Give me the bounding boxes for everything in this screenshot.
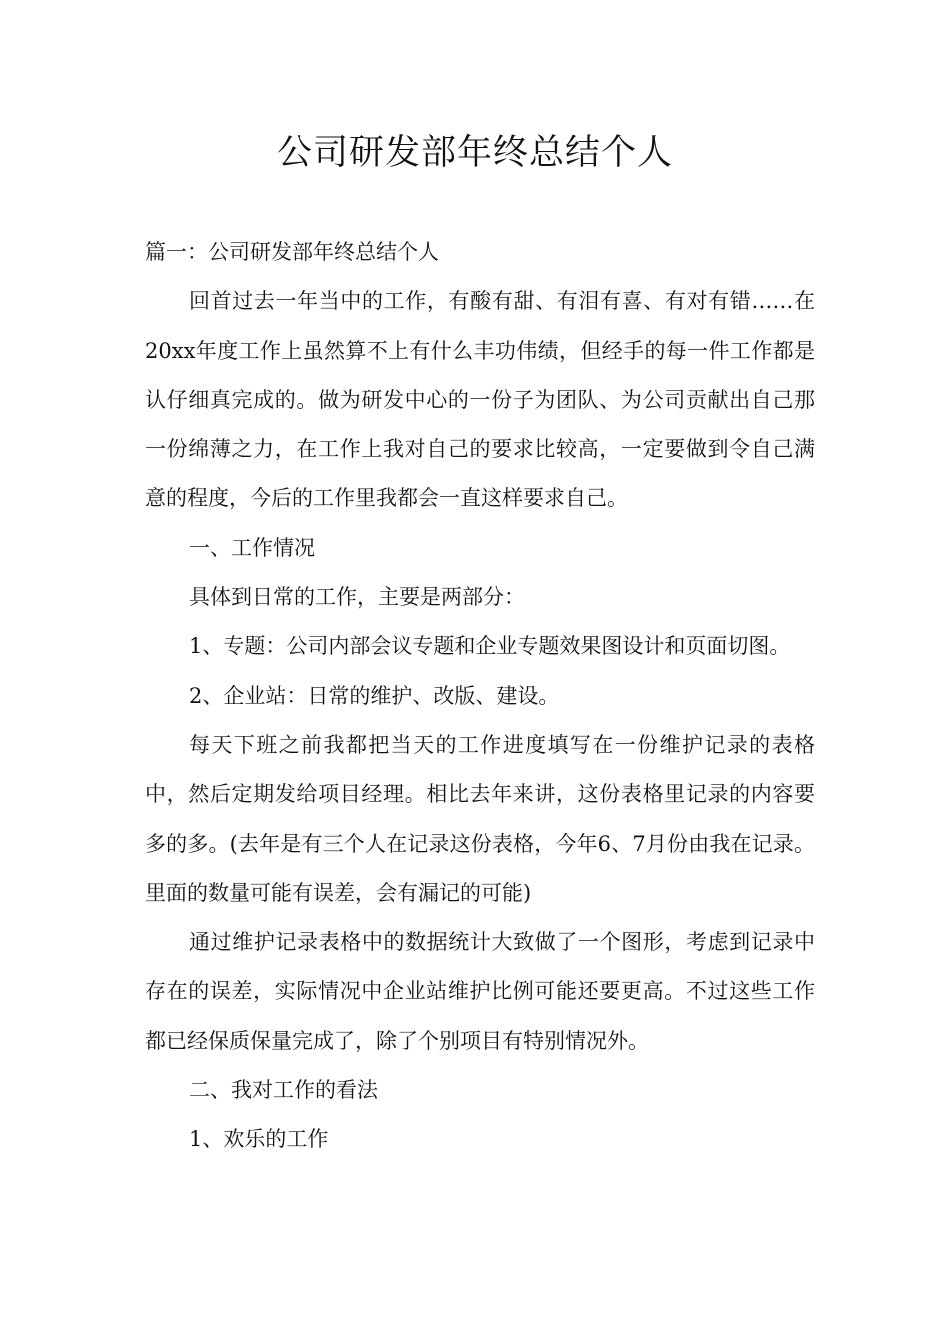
list-item-happy-work: 1、欢乐的工作: [189, 1127, 329, 1152]
paragraph-review: 回首过去一年当中的工作，有酸有甜、有泪有喜、有对有错……在20xx年度工作上虽然算不上有什么丰功伟绩，但经手的每一件工作都是认仔细真完成的。做为研发中心的一份子为团队、为公司贡献出自己那一份绵薄之力，在工作上我对自己的要求比较高，一定要做到令自己满意的程度，今后的工作里我都会一直这样要求自己。: [145, 289, 815, 511]
section-heading-part-one: 篇一：公司研发部年终总结个人: [145, 240, 439, 264]
document-body: [145, 228, 815, 1165]
section-heading-work-situation: 一、工作情况: [189, 535, 315, 560]
paragraph-maintenance-record: 每天下班之前我都把当天的工作进度填写在一份维护记录的表格中，然后定期发给项目经理。相比去年来讲，这份表格里记录的内容要多的多。(去年是有三个人在记录这份表格，今年6、7月份由我在记录。里面的数量可能有误差，会有漏记的可能): [145, 732, 815, 905]
document-title: 公司研发部年终总结个人: [276, 133, 673, 173]
section-heading-work-view: 二、我对工作的看法: [189, 1078, 378, 1103]
list-item-special-topic: 1、专题：公司内部会议专题和企业专题效果图设计和页面切图。: [189, 634, 791, 659]
paragraph-daily-work: 具体到日常的工作，主要是两部分：: [189, 585, 525, 610]
list-item-enterprise-site: 2、企业站：日常的维护、改版、建设。: [189, 683, 560, 708]
paragraph-statistics: 通过维护记录表格中的数据统计大致做了一个图形，考虑到记录中存在的误差，实际情况中企业站维护比例可能还要更高。不过这些工作都已经保质保量完成了，除了个别项目有特别情况外。: [145, 930, 815, 1053]
